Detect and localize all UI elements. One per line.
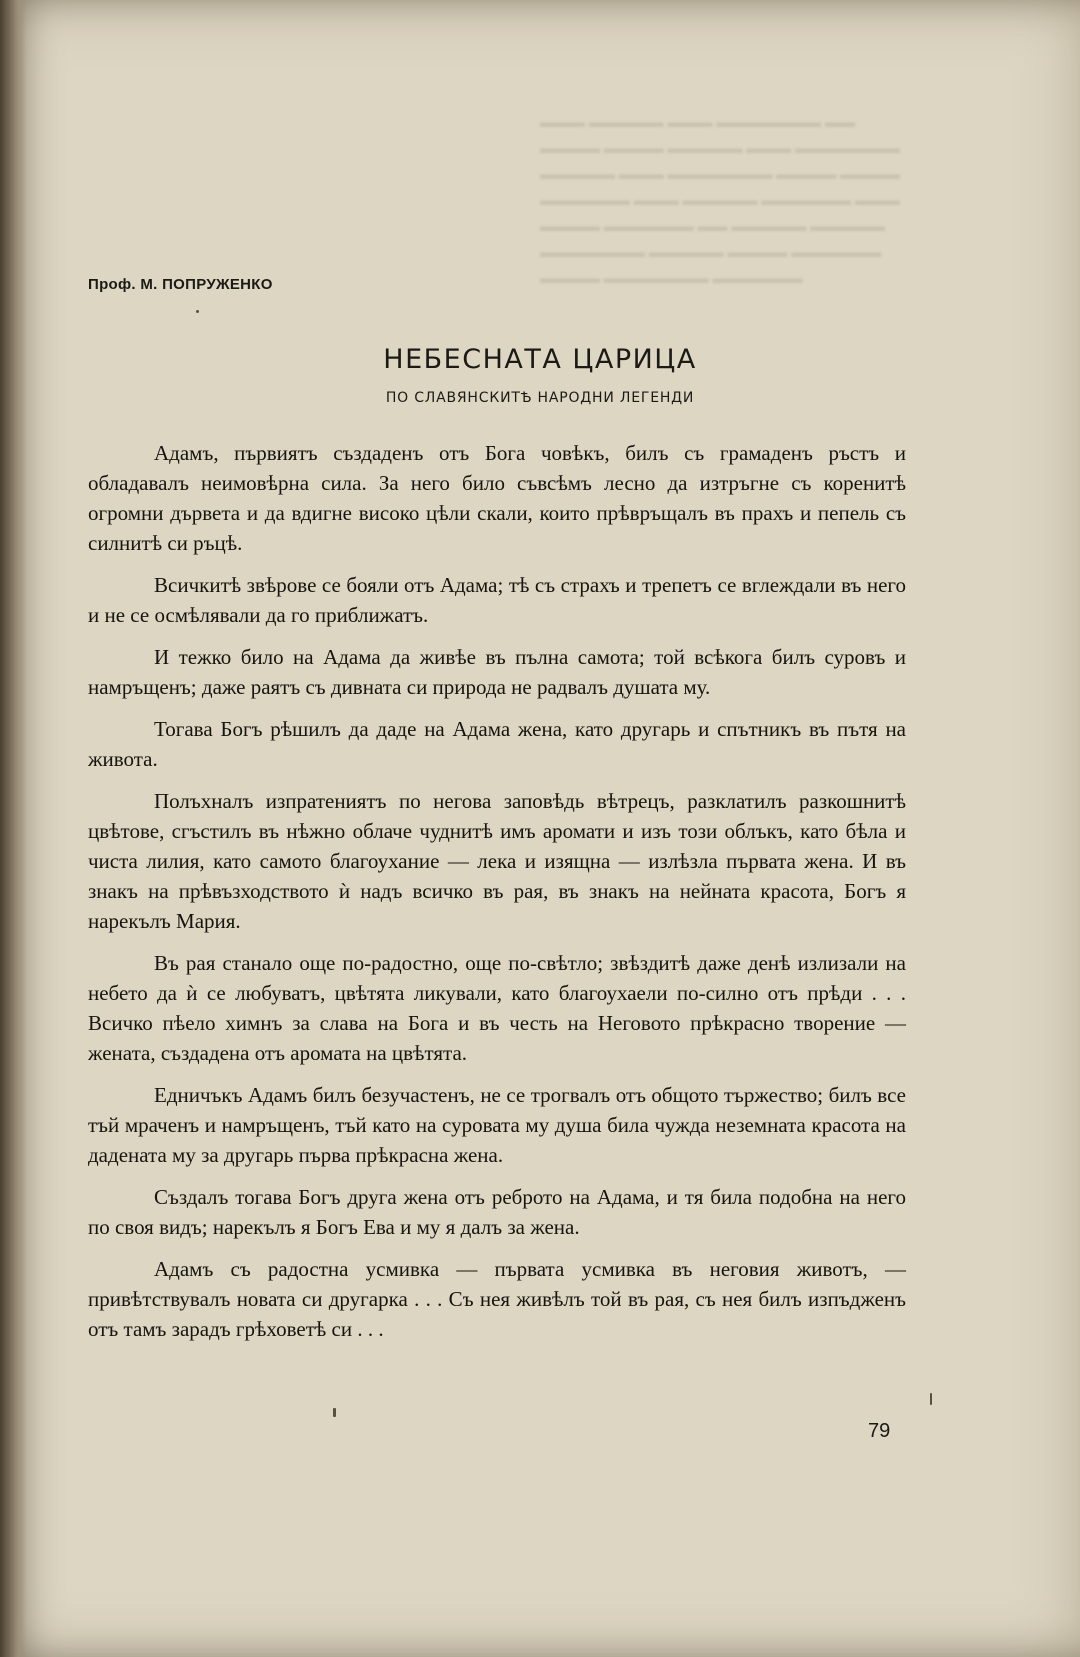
article-body [88, 438, 906, 1356]
page-spine-shadow [0, 0, 26, 1657]
paragraph: Тогава Богъ рѣшилъ да даде на Адама жена, като другарь и спътникъ въ пътя на живота. [88, 717, 906, 771]
bleed-through-text: ▬▬▬ ▬▬▬▬▬ ▬▬▬ ▬▬▬▬▬▬▬ ▬▬ ▬▬▬▬ ▬▬▬▬ ▬▬▬▬▬ ▬▬▬ ▬▬▬▬▬▬▬ ▬▬▬▬▬ ▬▬▬ ▬▬▬▬▬▬▬ ▬▬▬▬ ▬▬▬▬ ▬▬▬▬▬▬ ▬▬▬ ▬▬▬▬▬ ▬▬▬▬▬▬ ▬▬▬ ▬▬▬▬ ▬▬▬▬▬▬ ▬▬ ▬▬▬▬▬ ▬▬▬▬▬ ▬▬▬▬▬▬▬ ▬▬▬▬▬ ▬▬▬▬ ▬▬▬▬▬▬ ▬▬▬▬ ▬▬▬▬▬▬▬ ▬▬▬▬▬▬ [540, 115, 900, 287]
article-subtitle: ПО СЛАВЯНСКИТѢ НАРОДНИ ЛЕГЕНДИ [385, 390, 695, 406]
paragraph: Едничъкъ Адамъ билъ безучастенъ, не се трогвалъ отъ общото тържество; билъ все тъй мраченъ и намръщенъ, тъй като на суровата му душа била чужда неземната красота на дадената му за другарь първа прѣкрасна жена. [88, 1083, 906, 1167]
paragraph: И тежко било на Адама да живѣе въ пълна самота; той всѣкога билъ суровъ и намръщенъ; даже раятъ съ дивната си природа не радвалъ душата му. [88, 645, 906, 699]
paragraph: Всичкитѣ звѣрове се бояли отъ Адама; тѣ съ страхъ и трепетъ се вглеждали въ него и не се осмѣлявали да го приближатъ. [88, 573, 906, 627]
paragraph: Създалъ тогава Богъ друга жена отъ реброто на Адама, и тя била подобна на него по своя видъ; нарекълъ я Богъ Ева и му я далъ за жена. [88, 1185, 906, 1239]
paper-speck [930, 1393, 932, 1405]
page-number: 79 [868, 1420, 891, 1442]
paper-speck [333, 1408, 336, 1417]
paragraph: Полъхналъ изпратениятъ по негова заповѣдь вѣтрецъ, разклатилъ разкошнитѣ цвѣтове, сгъстилъ въ нѣжно облаче чуднитѣ имъ аромати и изъ този облъкъ, като бѣла и чиста лилия, като самото благоухание — лека и изящна — излѣзла първата жена. И въ знакъ на прѣвъзходството ѝ надъ всичко въ рая, въ знакъ на нейната красота, Богъ я нарекълъ Мария. [88, 789, 906, 933]
paragraph: Адамъ съ радостна усмивка — първата усмивка въ неговия животъ, — привѣтствувалъ новата си другарка . . . Съ нея живѣлъ той въ рая, съ нея билъ изпъдженъ отъ тамъ зарадъ грѣховетѣ си . . . [88, 1257, 906, 1341]
author-line: Проф. М. ПОПРУЖЕНКО [88, 276, 273, 293]
paper-speck [196, 310, 199, 313]
article-title: НЕБЕСНАТА ЦАРИЦА [383, 344, 697, 375]
paragraph: Въ рая станало още по-радостно, още по-свѣтло; звѣздитѣ даже денѣ излизали на небето да ѝ се любуватъ, цвѣтята ликували, като благоухаели по-силно отъ прѣди . . . Всичко пѣело химнъ за слава на Бога и въ честь на Неговото прѣкрасно творение — жената, създадена отъ аромата на цвѣтята. [88, 951, 906, 1065]
paragraph: Адамъ, първиятъ създаденъ отъ Бога човѣкъ, билъ съ грамаденъ ръстъ и обладавалъ неимовѣрна сила. За него било съвсѣмъ лесно да изтръгне съ коренитѣ огромни дървета и да вдигне високо цѣли скали, които прѣвръщалъ въ прахъ и пепель съ силнитѣ си ръцѣ. [88, 441, 906, 555]
